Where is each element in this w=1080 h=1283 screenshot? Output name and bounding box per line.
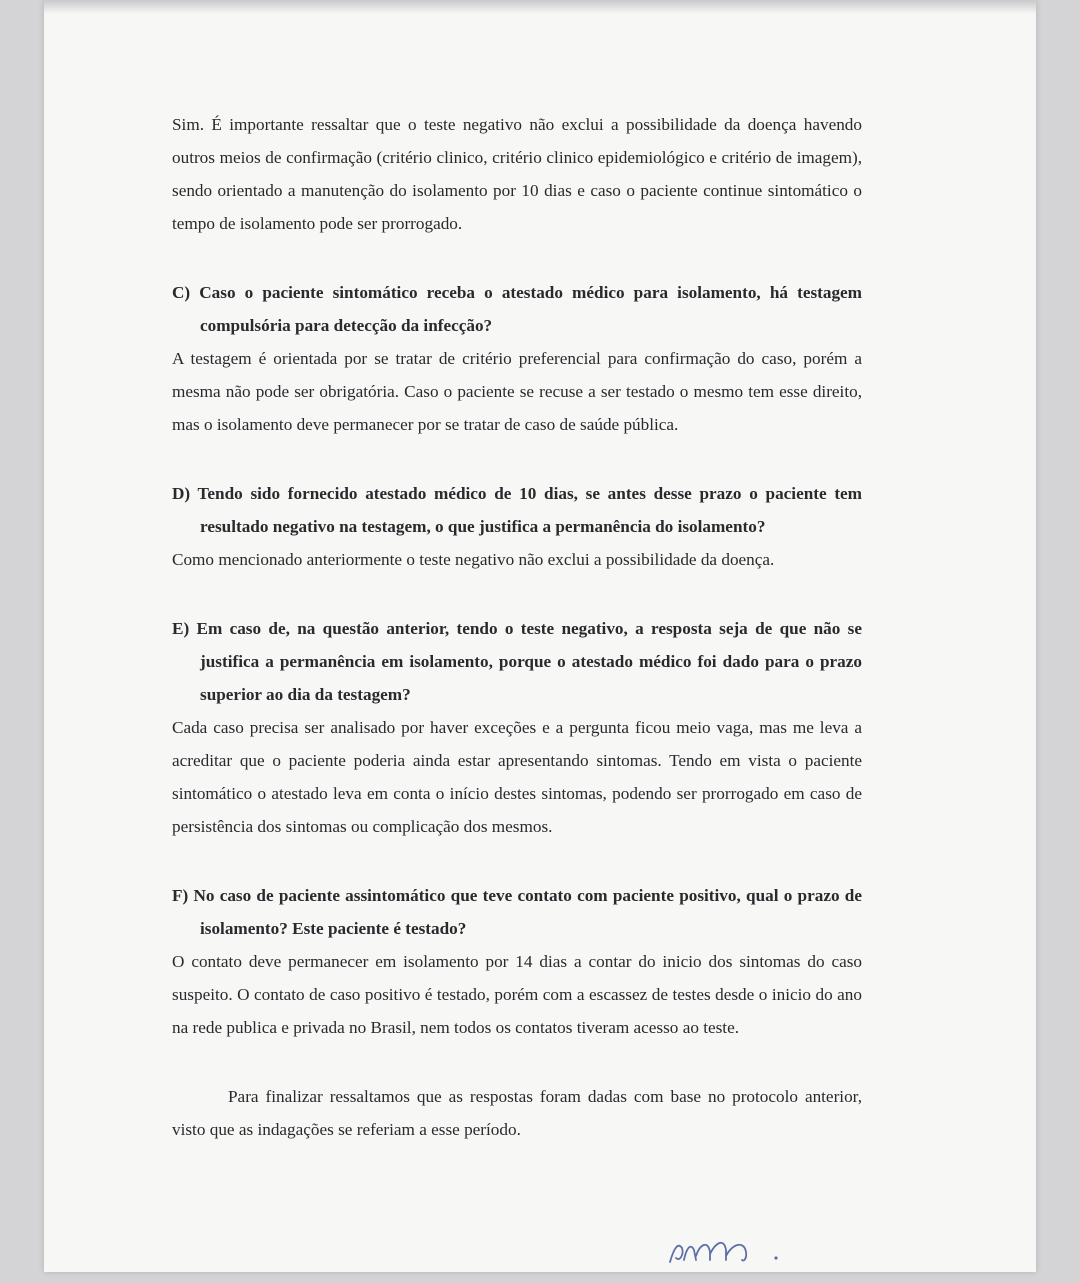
question-d: D) Tendo sido fornecido atestado médico de 10 dias, se antes desse prazo o paciente tem resultado negativo na testagem, o que justifica a permanência do isolamento?: [172, 484, 862, 536]
question-f: F) No caso de paciente assintomático que teve contato com paciente positivo, qual o prazo de isolamento? Este paciente é testado?: [172, 886, 862, 938]
intro-answer: Sim. É importante ressaltar que o teste negativo não exclui a possibilidade da doença havendo outros meios de confirmação (critério clinico, critério clinico epidemiológico e critério de imagem), sendo orientado a manutenção do isolamento por 10 dias e caso o paciente continue sintomático o tempo de isolamento pode ser prorrogado.: [172, 115, 862, 233]
section-f: [172, 879, 862, 1044]
question-c: C) Caso o paciente sintomático receba o atestado médico para isolamento, há testagem compulsória para detecção da infecção?: [172, 283, 862, 335]
section-c: [172, 276, 862, 441]
document-body: [172, 108, 862, 1146]
answer-c: A testagem é orientada por se tratar de critério preferencial para confirmação do caso, porém a mesma não pode ser obrigatória. Caso o paciente se recuse a ser testado o mesmo tem esse direito, mas o isolamento deve permanecer por se tratar de caso de saúde pública.: [172, 349, 862, 434]
section-e: [172, 612, 862, 843]
scan-top-shadow: [44, 0, 1036, 14]
section-d: [172, 477, 862, 576]
answer-e: Cada caso precisa ser analisado por haver exceções e a pergunta ficou meio vaga, mas me leva a acreditar que o paciente poderia ainda estar apresentando sintomas. Tendo em vista o paciente sintomático o atestado leva em conta o início destes sintomas, podendo ser prorrogado em caso de persistência dos sintomas ou complicação dos mesmos.: [172, 718, 862, 836]
answer-f: O contato deve permanecer em isolamento por 14 dias a contar do inicio dos sintomas do caso suspeito. O contato de caso positivo é testado, porém com a escassez de testes desde o inicio do ano na rede publica e privada no Brasil, nem todos os contatos tiveram acesso ao teste.: [172, 952, 862, 1037]
question-e: E) Em caso de, na questão anterior, tendo o teste negativo, a resposta seja de que não se justifica a permanência em isolamento, porque o atestado médico foi dado para o prazo superior ao dia da testagem?: [172, 619, 862, 704]
closing-paragraph: Para finalizar ressaltamos que as respostas foram dadas com base no protocolo anterior, visto que as indagações se referiam a esse período.: [172, 1087, 862, 1139]
handwritten-signature: [664, 1228, 794, 1268]
document-page: [44, 0, 1036, 1272]
answer-d: Como mencionado anteriormente o teste negativo não exclui a possibilidade da doença.: [172, 550, 775, 569]
